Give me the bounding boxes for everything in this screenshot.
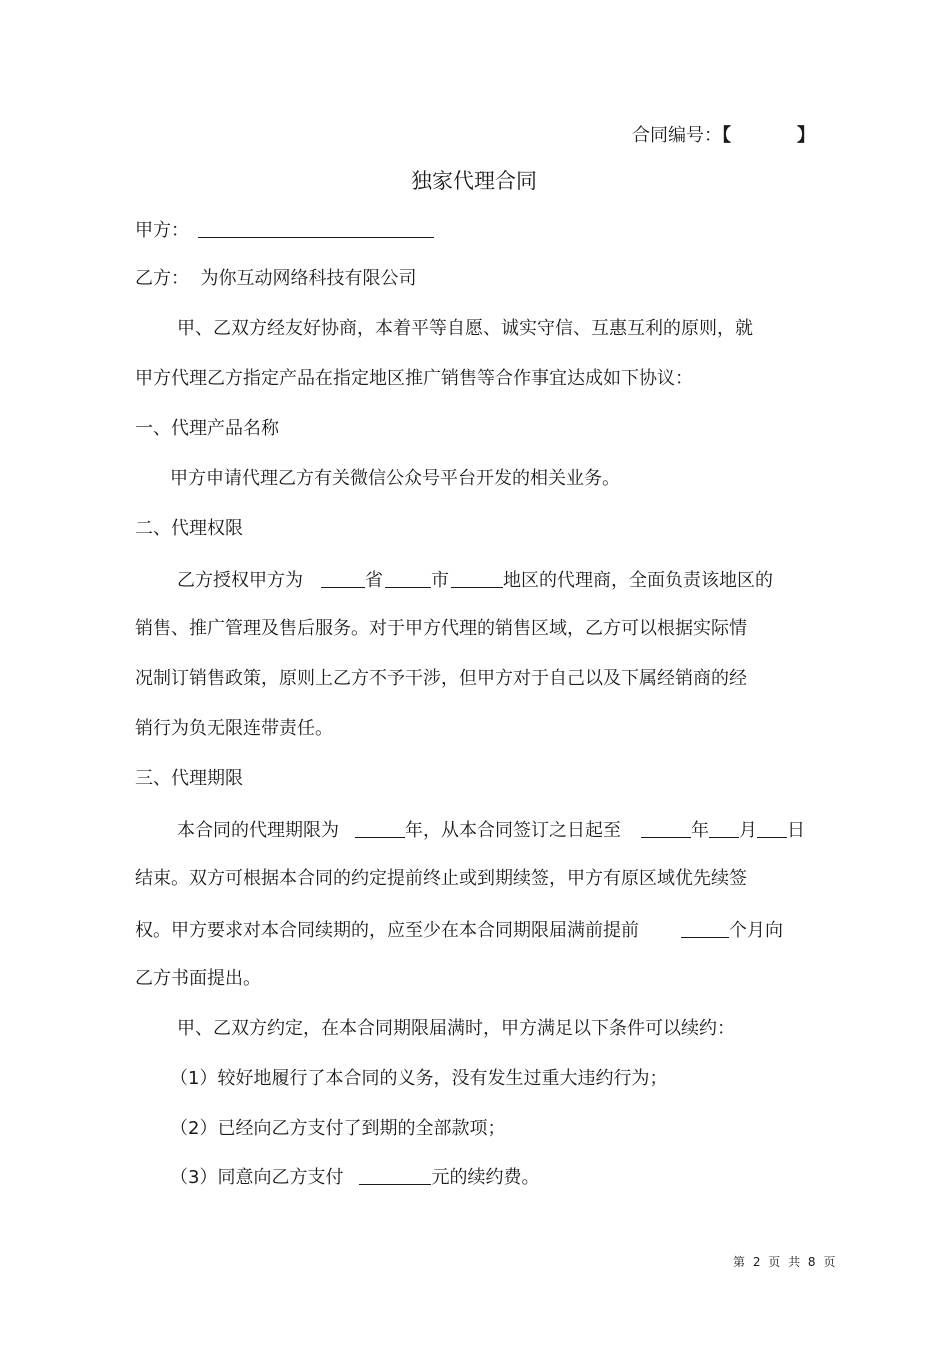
renewal-condition-1: （1）较好地履行了本合同的义务，没有发生过重大违约行为； — [170, 1068, 668, 1089]
renewal-condition-3 — [170, 1164, 539, 1190]
end-day-blank — [757, 819, 787, 838]
text: 个月向 — [729, 920, 783, 941]
text: 月 — [739, 820, 757, 841]
intro-line-2: 甲方代理乙方指定产品在指定地区推广销售等合作事宜达成如下协议： — [135, 368, 693, 389]
text: 本合同的代理期限为 — [177, 820, 339, 841]
section-2-line-3: 况制订销售政策，原则上乙方不予干涉，但甲方对于自己以及下属经销商的经 — [135, 668, 747, 689]
section-2-line-4: 销行为负无限连带责任。 — [135, 718, 333, 739]
text: （3）同意向乙方支付 — [170, 1167, 344, 1188]
section-1-heading: 一、代理产品名称 — [135, 418, 279, 439]
contract-number — [632, 124, 815, 148]
section-3-heading: 三、代理期限 — [135, 768, 243, 789]
page-number: 第 2 页 共 8 页 — [733, 1255, 836, 1269]
text: 年，从本合同签订之日起至 — [405, 820, 621, 841]
bracket-close: 】 — [797, 125, 815, 146]
text: 地区的代理商，全面负责该地区的 — [503, 570, 773, 591]
text: 日 — [787, 820, 805, 841]
text: 乙方授权甲方为 — [177, 570, 303, 591]
section-3-line-1 — [177, 817, 805, 843]
notice-months-blank — [681, 919, 729, 938]
section-2-line-2: 销售、推广管理及售后服务。对于甲方代理的销售区域，乙方可以根据实际情 — [135, 618, 747, 639]
party-a — [135, 217, 434, 243]
section-3-line-2: 结束。双方可根据本合同的约定提前终止或到期续签，甲方有原区域优先续签 — [135, 868, 747, 889]
city-blank — [385, 569, 431, 588]
section-2-line-1 — [177, 567, 773, 593]
section-2-heading: 二、代理权限 — [135, 518, 243, 539]
end-year-blank — [641, 819, 691, 838]
document-title: 独家代理合同 — [411, 169, 537, 193]
text: 省 — [365, 570, 383, 591]
section-3-line-4: 乙方书面提出。 — [135, 968, 261, 989]
term-years-blank — [355, 819, 405, 838]
text: 元的续约费。 — [431, 1167, 540, 1188]
end-month-blank — [709, 819, 739, 838]
party-a-blank — [198, 219, 434, 238]
text: 年 — [691, 820, 709, 841]
party-b: 乙方： 为你互动网络科技有限公司 — [135, 268, 417, 289]
text: 权。甲方要求对本合同续期的，应至少在本合同期限届满前提前 — [135, 920, 639, 941]
section-3-line-3 — [135, 917, 783, 943]
contract-number-label: 合同编号： — [632, 125, 722, 146]
region-blank — [451, 569, 503, 588]
renewal-fee-blank — [359, 1166, 431, 1185]
intro-line-1: 甲、乙双方经友好协商，本着平等自愿、诚实守信、互惠互利的原则，就 — [177, 318, 753, 339]
party-a-label: 甲方： — [135, 220, 189, 241]
renewal-condition-2: （2）已经向乙方支付了到期的全部款项； — [170, 1118, 506, 1139]
text: 市 — [431, 570, 449, 591]
bracket-open: 【 — [722, 125, 731, 146]
province-blank — [321, 569, 365, 588]
renewal-intro: 甲、乙双方约定，在本合同期限届满时，甲方满足以下条件可以续约： — [177, 1018, 735, 1039]
section-1-body: 甲方申请代理乙方有关微信公众号平台开发的相关业务。 — [170, 468, 620, 489]
